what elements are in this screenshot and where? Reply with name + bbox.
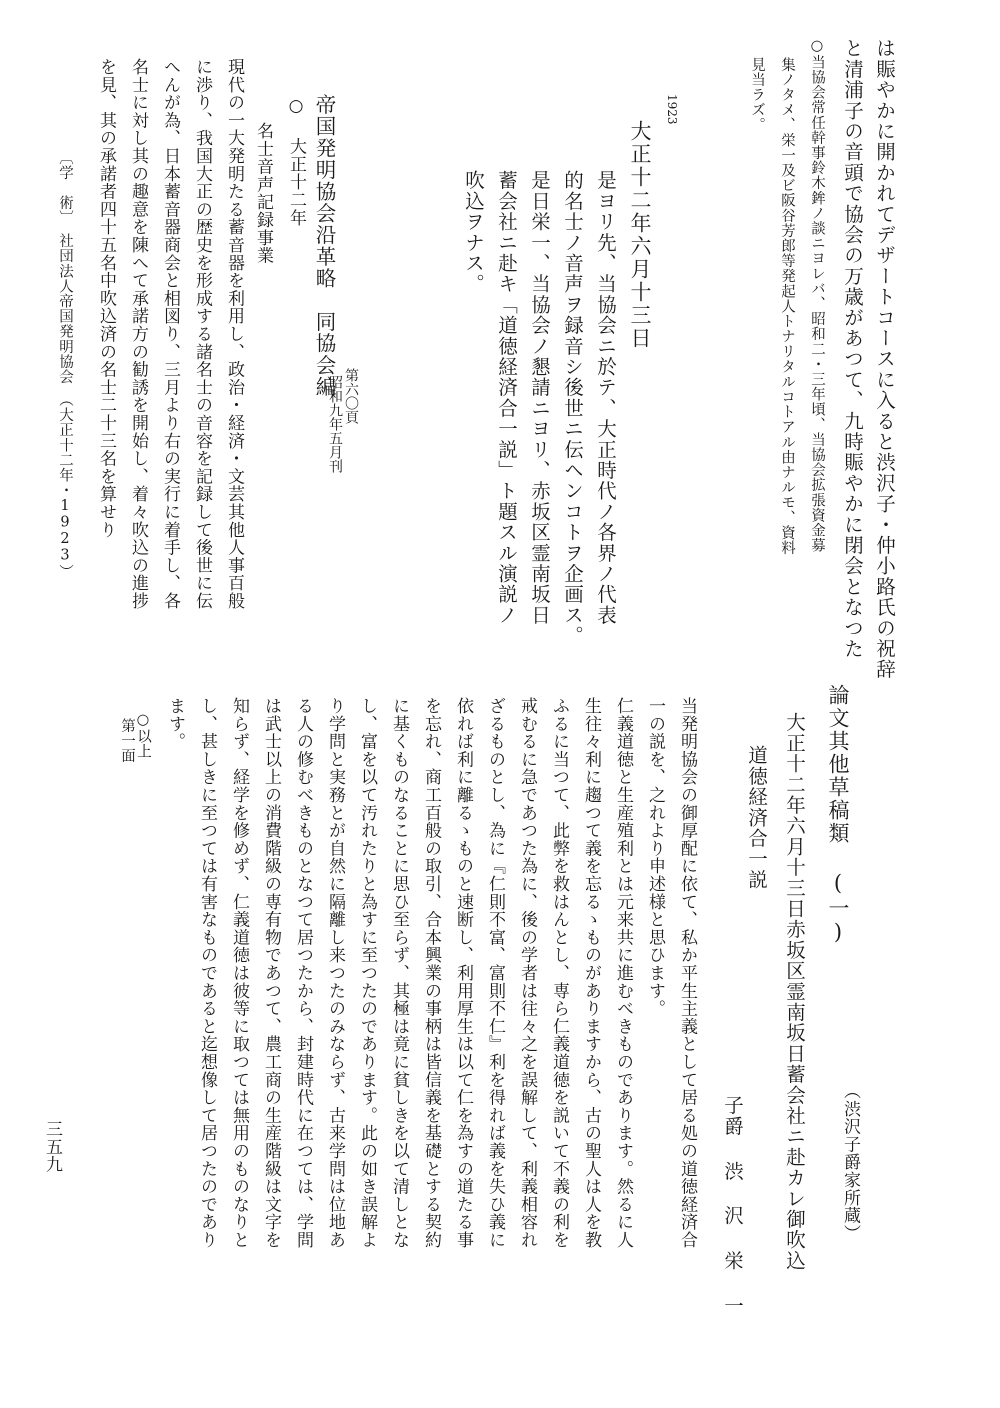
speech-line: は武士以上の消費階級の専有物であつて、農工商の生産階級は文字を: [261, 697, 281, 1249]
speech-line: る人の修むべきものとなつて居つたから、封建時代に在つては、学問: [293, 697, 313, 1249]
text-line: は賑やかに開かれてデザートコースに入ると渋沢子・仲小路氏の祝辞: [873, 38, 896, 680]
speech-title: 道徳経済合一説: [745, 745, 768, 890]
entry-date: 大正十二年六月十三日: [628, 120, 652, 350]
body-line: に渉り、我国大正の歴史を形成する諸名士の音容を記録して後世に伝: [192, 58, 212, 610]
entry-line: 吹込ヲナス。: [462, 170, 485, 295]
speech-author: 子爵 渋 沢 栄 一: [721, 1095, 744, 1316]
source-title: 帝国発明協会沿革略 同協会編: [312, 94, 336, 398]
ownership-note: （渋沢子爵家所蔵）: [840, 1082, 860, 1243]
source-ref: 昭和九年五月刊: [327, 375, 343, 473]
page-number: 三五九: [42, 1120, 62, 1174]
end-note: 第一面: [119, 718, 135, 764]
speech-line: し、富を以て汚れたりと為すに至つたのであります。此の如き誤解よ: [357, 697, 377, 1249]
section-heading: 論文其他草稿類 (一): [826, 684, 850, 946]
speech-line: ざるものとし、為に『仁則不富、富則不仁』利を得れば義を失ひ義に: [485, 697, 505, 1249]
body-line: 現代の一大発明たる蓄音器を利用し、政治・経済・文芸其他人事百般: [224, 58, 244, 610]
body-line: へんが為、日本蓄音器商会と相図り、三月より右の実行に着手し、各: [160, 58, 180, 610]
speech-line: 当発明協会の御厚配に依て、私か平生主義として居る処の道徳経済合: [677, 697, 697, 1249]
speech-line: し、甚しきに至つては有害なものであると迄想像して居つたのであり: [197, 697, 217, 1249]
speech-line: 戒むるに急であつた為に、後の学者は往々之を誤解して、利義相容れ: [517, 697, 537, 1249]
speech-line: 依れば利に離るゝものと速断し、利用厚生は以て仁を為すの道たる事: [453, 697, 473, 1249]
speech-line: ます。: [165, 697, 185, 751]
speech-line: 仁義道徳と生産殖利とは元来共に進むべきものであります。然るに人: [613, 697, 633, 1249]
section-title: 名士音声記録事業: [253, 122, 273, 265]
year-marker: 1923: [665, 94, 679, 125]
speech-line: 生往々利に趨つて義を忘るゝものがありますから、古の聖人は人を教: [581, 697, 601, 1249]
note-line: 見当ラズ。: [749, 57, 765, 133]
entry-line: 是ヨリ先、当協会ニ於テ、大正時代ノ各界ノ代表: [594, 170, 617, 626]
note-line: 集ノタメ、栄一及ビ阪谷芳郎等発起人トナリタルコトアル由ナルモ、資料: [779, 57, 795, 556]
body-line: を見、其の承諾者四十五名中吹込済の名士二十三名を算せり: [96, 58, 116, 539]
speech-line: を忘れ、商工百般の取引、合本興業の事柄は皆信義を基礎とする契約: [421, 697, 441, 1249]
note-line: ○当協会常任幹事鈴木鉾ノ談ニヨレバ、昭和二・三年頃、当協会拡張資金募: [809, 38, 825, 553]
text-line: と清浦子の音頭で協会の万歳があつて、九時賑やかに閉会となつた: [841, 38, 864, 659]
speech-dateline: 大正十二年六月十三日赤坂区霊南坂日蓄会社ニ赴カレ御吹込: [783, 712, 806, 1271]
source-citation: 〔学 術〕 社団法人帝国発明協会 （大正十二年・1923）: [57, 150, 73, 580]
speech-line: 知らず、経学を修めず、仁義道徳は彼等に取つては無用のものなりと: [229, 697, 249, 1249]
speech-line: り学問と実務とが自然に隔離し来つたのみならず、古来学問は位地あ: [325, 697, 345, 1249]
speech-line: 一の説を、之れより申述様と思ひます。: [645, 697, 665, 1018]
source-ref: 第六〇頁: [343, 368, 359, 424]
speech-line: に基くものなることに思ひ至らず、其極は竟に貧しきを以て清しとな: [389, 697, 409, 1249]
entry-line: 的名士ノ音声ヲ録音シ後世ニ伝ヘンコトヲ企画ス。: [561, 170, 584, 647]
speech-line: ふるに当つて、此弊を救はんとし、専ら仁義道徳を説いて不義の利を: [549, 697, 569, 1249]
body-line: 名士に対し其の趣意を陳へて承諾方の勧誘を開始し、着々吹込の進捗: [128, 58, 148, 610]
end-note: ○以上: [135, 712, 151, 759]
entry-line: 蓄会社ニ赴キ「道徳経済合一説」ト題スル演説ノ: [495, 170, 518, 626]
era-marker: ○ 大正十二年: [286, 96, 306, 227]
entry-line: 是日栄一、当協会ノ懇請ニヨリ、赤坂区霊南坂日: [528, 170, 551, 626]
